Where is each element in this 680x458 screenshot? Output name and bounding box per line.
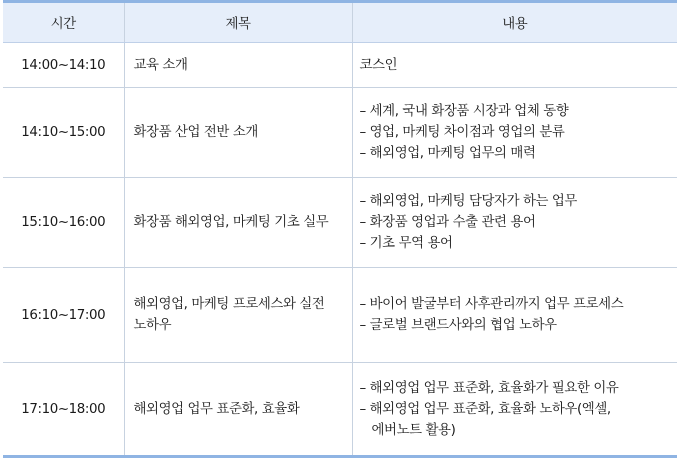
schedule-table (3, 0, 677, 458)
time-cell: 14:10~15:00 (3, 88, 124, 178)
content-cell (352, 178, 677, 268)
time-cell: 17:10~18:00 (3, 363, 124, 457)
title-cell (124, 268, 352, 363)
content-line: 코스인 (359, 57, 398, 73)
header-title: 제목 (124, 2, 352, 43)
title-cell (124, 363, 352, 457)
title-line: 해외영업, 마케팅 프로세스와 실전 (133, 297, 325, 312)
header-time: 시간 (3, 2, 124, 43)
title-cell (124, 43, 352, 88)
table-row (3, 268, 677, 363)
content-cell (352, 363, 677, 457)
title-line: 화장품 해외영업, 마케팅 기초 실무 (133, 215, 329, 230)
content-bullet: – 해외영업 업무 표준화, 효율화 노하우(엑셀, (359, 401, 611, 417)
content-bullet: – 세계, 국내 화장품 시장과 업체 동향 (359, 104, 569, 119)
time-cell: 14:00~14:10 (3, 43, 124, 88)
title-cell (124, 88, 352, 178)
table-row (3, 43, 677, 88)
content-cell (352, 88, 677, 178)
title-line: 노하우 (133, 318, 172, 333)
table-row (3, 178, 677, 268)
content-bullet: – 영업, 마케팅 차이점과 영업의 분류 (359, 125, 565, 140)
table-body (3, 43, 677, 457)
time-cell: 16:10~17:00 (3, 268, 124, 363)
title-line: 화장품 산업 전반 소개 (133, 125, 258, 140)
schedule-table-wrapper (3, 0, 677, 458)
content-bullet: – 바이어 발굴부터 사후관리까지 업무 프로세스 (359, 297, 624, 312)
table-header (3, 2, 677, 43)
content-bullet: – 해외영업, 마케팅 담당자가 하는 업무 (359, 194, 577, 209)
content-bullet: – 화장품 영업과 수출 관련 용어 (359, 215, 536, 230)
table-row (3, 363, 677, 457)
content-bullet: – 기초 무역 용어 (359, 236, 453, 251)
title-cell (124, 178, 352, 268)
content-bullet: – 해외영업, 마케팅 업무의 매력 (359, 146, 536, 161)
title-line: 해외영업 업무 표준화, 효율화 (133, 401, 300, 417)
content-bullet-continuation: 에버노트 활용) (371, 422, 456, 438)
table-row (3, 88, 677, 178)
title-line: 교육 소개 (133, 57, 188, 73)
content-bullet: – 글로벌 브랜드사와의 협업 노하우 (359, 318, 557, 333)
time-cell: 15:10~16:00 (3, 178, 124, 268)
content-cell (352, 268, 677, 363)
header-content: 내용 (352, 2, 677, 43)
header-row (3, 2, 677, 43)
content-cell (352, 43, 677, 88)
content-bullet: – 해외영업 업무 표준화, 효율화가 필요한 이유 (359, 380, 619, 396)
